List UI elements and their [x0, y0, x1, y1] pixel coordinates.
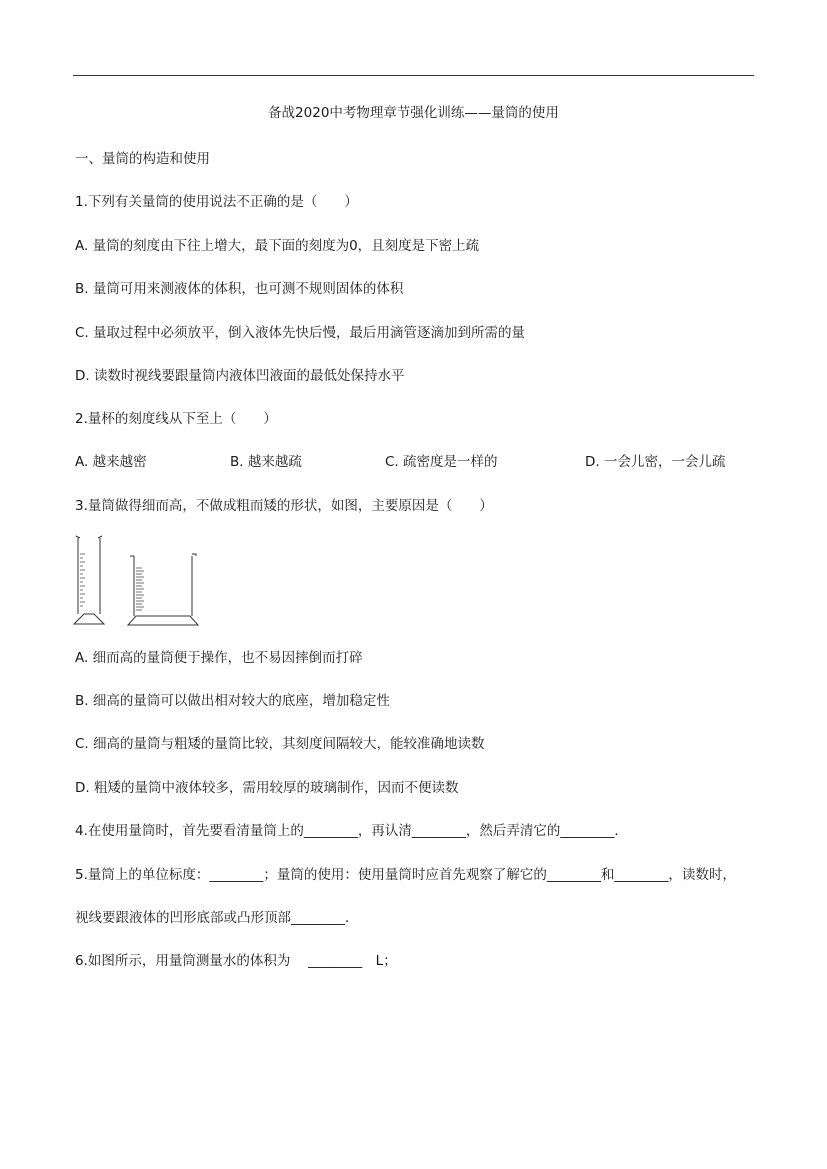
- question-1-option-c: C. 量取过程中必须放平，倒入液体先快后慢，最后用滴管逐滴加到所需的量: [75, 325, 526, 341]
- question-2-option-d: D. 一会儿密，一会儿疏: [585, 454, 726, 470]
- section-heading: 一、量筒的构造和使用: [75, 151, 210, 167]
- question-1-option-d: D. 读数时视线要跟量筒内液体凹液面的最低处保持水平: [75, 368, 405, 384]
- header-rule: [73, 75, 754, 76]
- question-5-line-1: 5.量筒上的单位标度：________；量筒的使用：使用量筒时应首先观察了解它的________和________，读数时，: [75, 867, 736, 883]
- question-4: 4.在使用量筒时，首先要看清量筒上的________，再认清________，然后弄清它的________．: [75, 823, 628, 839]
- question-3-option-c: C. 细高的量筒与粗矮的量筒比较，其刻度间隔较大，能较准确地读数: [75, 736, 485, 752]
- tall-cylinder-icon: [74, 536, 104, 624]
- wide-beaker-icon: [128, 554, 198, 625]
- question-1-option-a: A. 量筒的刻度由下往上增大，最下面的刻度为0，且刻度是下密上疏: [75, 238, 480, 254]
- question-5-line-2: 视线要跟液体的凹形底部或凸形顶部________．: [75, 910, 359, 926]
- question-3-option-a: A. 细而高的量筒便于操作，也不易因摔倒而打碎: [75, 650, 363, 666]
- question-2-stem: 2.量杯的刻度线从下至上（ ）: [75, 411, 277, 427]
- cylinder-comparison-figure: [72, 534, 202, 629]
- question-3-stem: 3.量筒做得细而高，不做成粗而矮的形状，如图，主要原因是（ ）: [75, 498, 493, 514]
- question-1-stem: 1.下列有关量筒的使用说法不正确的是（ ）: [75, 194, 358, 210]
- question-3-option-d: D. 粗矮的量筒中液体较多，需用较厚的玻璃制作，因而不便读数: [75, 780, 459, 796]
- page-title: 备战2020中考物理章节强化训练——量筒的使用: [268, 105, 559, 121]
- question-2-option-b: B. 越来越疏: [230, 454, 302, 470]
- question-2-option-a: A. 越来越密: [75, 454, 147, 470]
- question-2-option-c: C. 疏密度是一样的: [385, 454, 498, 470]
- question-6: 6.如图所示，用量筒测量水的体积为 ________ L；: [75, 953, 397, 969]
- question-1-option-b: B. 量筒可用来测液体的体积，也可测不规则固体的体积: [75, 281, 404, 297]
- question-3-option-b: B. 细高的量筒可以做出相对较大的底座，增加稳定性: [75, 693, 390, 709]
